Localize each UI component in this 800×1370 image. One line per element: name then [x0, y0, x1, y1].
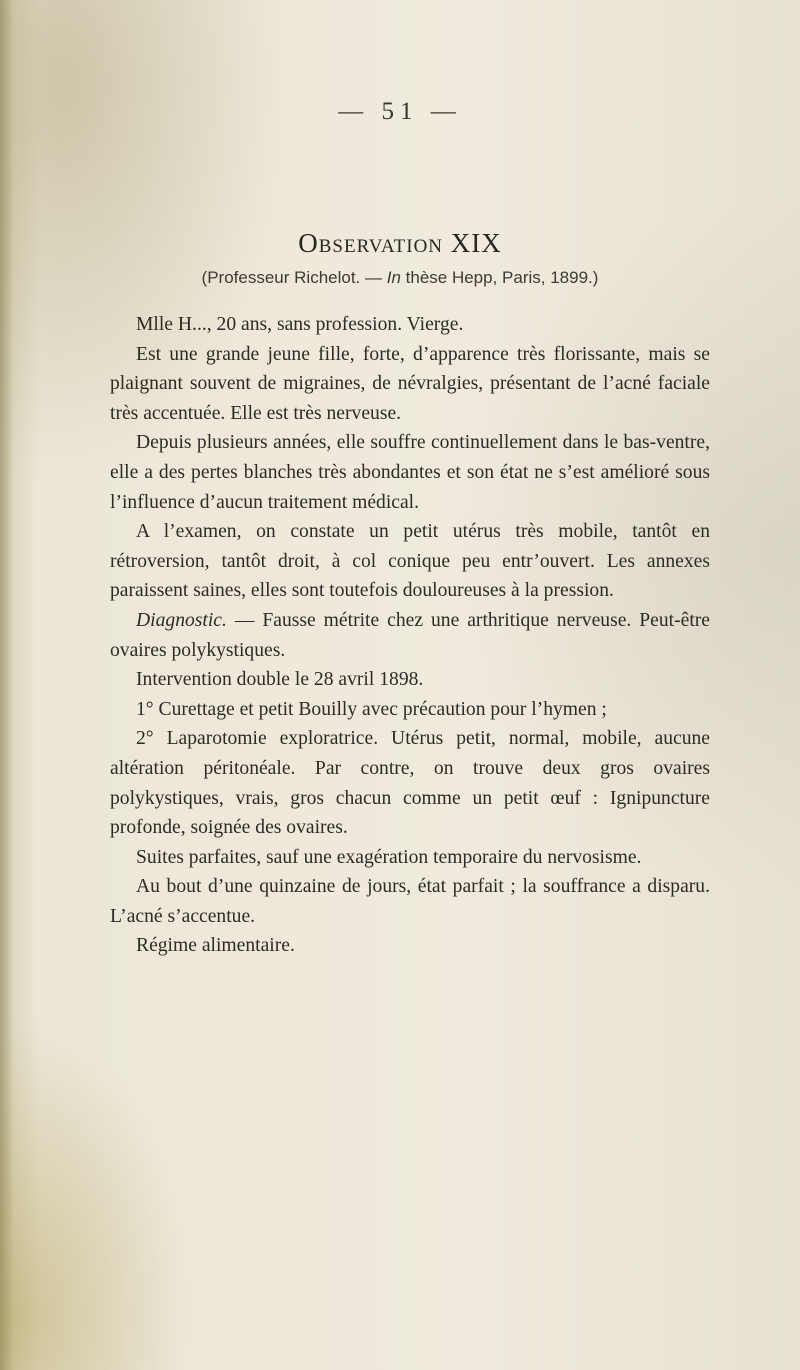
paragraph-outcome: Au bout d’une quinzaine de jours, état parfait ; la souffrance a disparu. L’acné s’accentue. [110, 876, 710, 927]
diagnostic-label: Diagnostic. [136, 609, 227, 631]
paragraph-regime: Régime alimentaire. [136, 935, 295, 957]
diagnostic-text: — Fausse métrite chez une arthritique nerveuse. Peut-être ovaires polykystiques. [110, 609, 710, 661]
observation-body [110, 310, 710, 961]
paragraph-diagnostic [110, 606, 710, 665]
paragraph-curettage: 1° Curettage et petit Bouilly avec précaution pour l’hymen ; [136, 698, 607, 720]
page-number: — 51 — [338, 98, 462, 125]
source-suffix: thèse Hepp, Paris, 1899.) [400, 268, 599, 287]
paragraph-history: Depuis plusieurs années, elle souffre continuellement dans le bas-ventre, elle a des pertes blanches très abondantes et son état ne s’est amélioré sous l’influence d’aucun traitement médical. [110, 432, 710, 513]
paragraph-examination: A l’examen, on constate un petit utérus très mobile, tantôt en rétroversion, tantôt droit, à col conique peu entr’ouvert. Les annexes paraissent saines, elles sont toutefois douloureuses à la pression. [110, 521, 710, 602]
paragraph-suites: Suites parfaites, sauf une exagération temporaire du nervosisme. [136, 846, 642, 868]
paragraph-intervention: Intervention double le 28 avril 1898. [136, 669, 424, 691]
observation-title: Observation XIX [298, 228, 502, 258]
paragraph-appearance: Est une grande jeune fille, forte, d’apparence très florissante, mais se plaignant souvent de migraines, de névralgies, présentant de l’acné faciale très accentuée. Elle est très nerveuse. [110, 343, 710, 424]
source-in: In [386, 268, 401, 287]
source-prefix: (Professeur Richelot. — [201, 268, 387, 287]
observation-source [0, 268, 800, 288]
page-edge-shadow [0, 0, 14, 1370]
paragraph-patient: Mlle H..., 20 ans, sans profession. Vierge. [136, 314, 464, 335]
paragraph-laparotomie: 2° Laparotomie exploratrice. Utérus petit, normal, mobile, aucune altération péritonéale. Par contre, on trouve deux gros ovaires polykystiques, vrais, gros chacun comme un petit œuf : Ignipuncture profonde, soignée des ovaires. [110, 728, 710, 839]
